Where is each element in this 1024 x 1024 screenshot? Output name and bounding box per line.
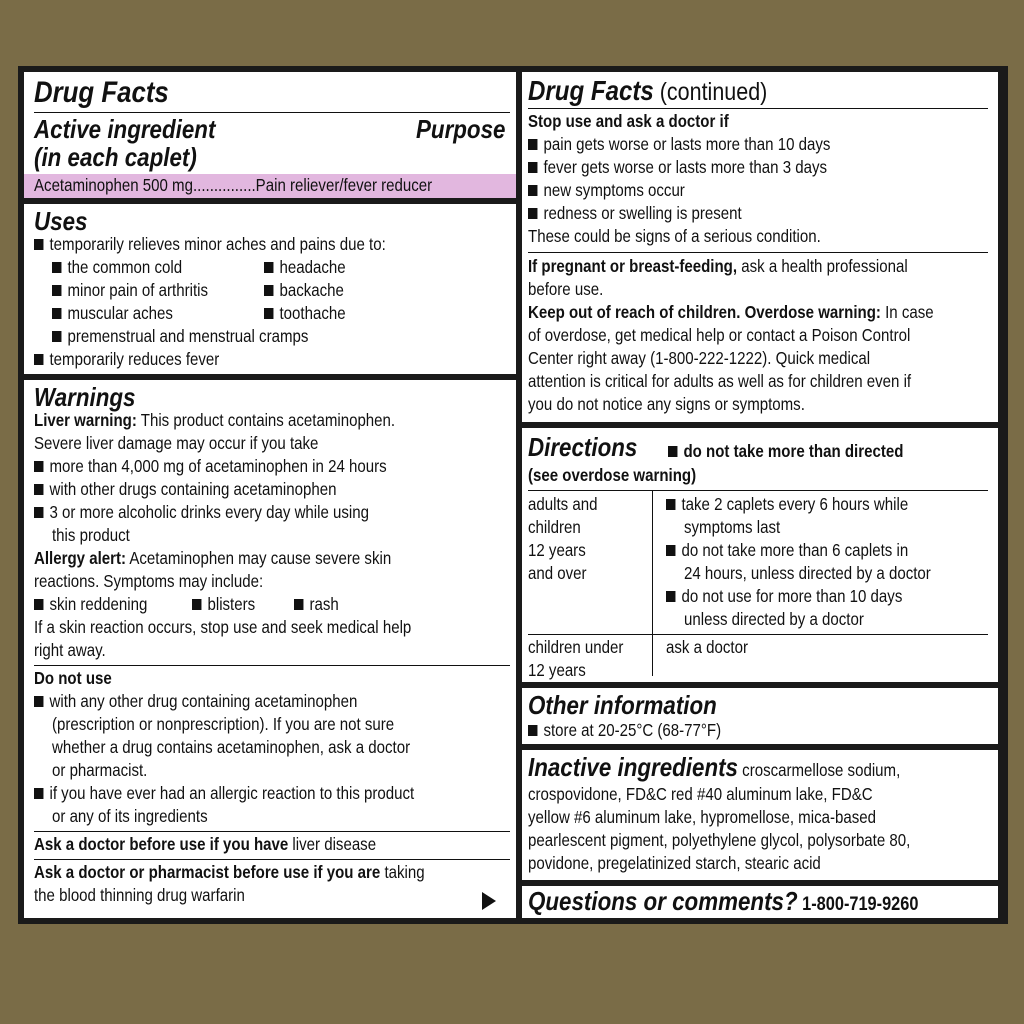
- continue-arrow-icon: [482, 892, 496, 910]
- do-not-use-line: if you have ever had an allergic reaction to this product: [49, 783, 415, 803]
- dosage-instruction: 24 hours, unless directed by a doctor: [684, 563, 931, 583]
- stop-use-item: new symptoms occur: [543, 180, 685, 200]
- overdose-line: you do not notice any signs or symptoms.: [528, 394, 805, 414]
- reaction-line: If a skin reaction occurs, stop use and seek medical help: [34, 617, 412, 637]
- warning-item: 3 or more alcoholic drinks every day while using: [49, 502, 370, 522]
- pregnant-line2: before use.: [528, 279, 604, 299]
- continued-section: [522, 72, 998, 422]
- age-group-label: 12 years: [528, 660, 586, 680]
- questions-section: [522, 886, 998, 918]
- active-ingredient-section: [24, 72, 516, 198]
- questions-phone: 1-800-719-9260: [797, 894, 919, 915]
- age-group-label: adults and: [528, 494, 598, 514]
- drug-facts-panel: [18, 66, 1008, 924]
- symptom-item: blisters: [207, 594, 256, 614]
- do-not-use-line: with any other drug containing acetaminophen: [49, 691, 358, 711]
- age-group-label: and over: [528, 563, 587, 583]
- use-item: temporarily reduces fever: [49, 349, 220, 369]
- ask-pharmacist-text: taking: [380, 862, 425, 882]
- inactive-ingredients-line: crospovidone, FD&C red #40 aluminum lake, FD&C: [528, 784, 873, 804]
- bullet-icon: [668, 446, 677, 457]
- dosage-instruction: symptoms last: [684, 517, 781, 537]
- use-item: minor pain of arthritis: [67, 280, 209, 300]
- inactive-ingredients-title: Inactive ingredients: [528, 752, 739, 782]
- bullet-icon: [294, 599, 303, 610]
- bullet-icon: [264, 262, 273, 273]
- allergy-alert-label: Allergy alert:: [34, 548, 127, 568]
- warning-item-continued: this product: [52, 525, 130, 545]
- bullet-icon: [34, 239, 43, 250]
- uses-title: Uses: [34, 206, 88, 236]
- bullet-icon: [34, 507, 43, 518]
- dosage-instruction: ask a doctor: [666, 637, 748, 657]
- bullet-icon: [34, 484, 43, 495]
- overdose-line: attention is critical for adults as well as for children even if: [528, 371, 912, 391]
- bullet-icon: [52, 285, 61, 296]
- bullet-icon: [528, 725, 537, 736]
- age-group-label: children under: [528, 637, 624, 657]
- bullet-icon: [666, 499, 675, 510]
- continued-title: Drug Facts: [528, 75, 654, 106]
- do-not-use-line: or pharmacist.: [52, 760, 148, 780]
- bullet-icon: [52, 308, 61, 319]
- keep-out-text: In case: [880, 302, 934, 322]
- symptom-item: skin reddening: [49, 594, 148, 614]
- questions-title: Questions or comments?: [528, 886, 798, 916]
- active-ingredient-subheading: (in each caplet): [34, 142, 197, 172]
- do-not-use-line: or any of its ingredients: [52, 806, 208, 826]
- use-item: toothache: [279, 303, 346, 323]
- bullet-icon: [52, 262, 61, 273]
- ask-doctor-label: Ask a doctor before use if you have: [34, 834, 289, 854]
- bullet-icon: [34, 696, 43, 707]
- bullet-icon: [528, 162, 537, 173]
- dosage-instruction: do not take more than 6 caplets in: [681, 540, 909, 560]
- dosage-instruction: take 2 caplets every 6 hours while: [681, 494, 909, 514]
- warning-item: with other drugs containing acetaminophen: [49, 479, 337, 499]
- directions-section: [522, 428, 998, 682]
- ask-pharmacist-line2: the blood thinning drug warfarin: [34, 885, 245, 905]
- uses-section: [24, 204, 516, 374]
- overdose-line: of overdose, get medical help or contact a Poison Control: [528, 325, 911, 345]
- dosage-instruction: unless directed by a doctor: [684, 609, 864, 629]
- storage-info: store at 20-25°C (68-77°F): [543, 720, 722, 740]
- inactive-ingredients-section: [522, 750, 998, 880]
- ingredient-line: Acetaminophen 500 mg...............Pain reliever/fever reducer: [34, 175, 433, 195]
- use-item: muscular aches: [67, 303, 173, 323]
- bullet-icon: [528, 139, 537, 150]
- bullet-icon: [34, 599, 43, 610]
- directions-column-divider: [652, 490, 653, 676]
- uses-intro: temporarily relieves minor aches and pains due to:: [49, 234, 386, 254]
- bullet-icon: [666, 545, 675, 556]
- directions-note: do not take more than directed: [683, 441, 904, 461]
- age-group-label: children: [528, 517, 581, 537]
- directions-title: Directions: [528, 432, 638, 462]
- active-ingredient-heading: Active ingredient: [34, 114, 216, 144]
- do-not-use-line: whether a drug contains acetaminophen, ask a doctor: [52, 737, 411, 757]
- purpose-heading: Purpose: [416, 114, 506, 144]
- other-information-section: [522, 688, 998, 744]
- ask-doctor-text: liver disease: [288, 834, 377, 854]
- bullet-icon: [528, 208, 537, 219]
- pregnant-label: If pregnant or breast-feeding,: [528, 256, 738, 276]
- do-not-use-line: (prescription or nonprescription). If you are not sure: [52, 714, 395, 734]
- allergy-alert-text: Acetaminophen may cause severe skin: [126, 548, 392, 568]
- warning-item: more than 4,000 mg of acetaminophen in 24 hours: [49, 456, 387, 476]
- bullet-icon: [666, 591, 675, 602]
- stop-use-item: pain gets worse or lasts more than 10 days: [543, 134, 831, 154]
- use-item: premenstrual and menstrual cramps: [67, 326, 309, 346]
- inactive-ingredients-line: yellow #6 aluminum lake, hypromellose, mica-based: [528, 807, 876, 827]
- stop-use-title: Stop use and ask a doctor if: [528, 111, 729, 131]
- symptom-item: rash: [309, 594, 339, 614]
- allergy-alert-line2: reactions. Symptoms may include:: [34, 571, 264, 591]
- inactive-ingredients-line: pearlescent pigment, polyethylene glycol, polysorbate 80,: [528, 830, 911, 850]
- inactive-ingredients-line: croscarmellose sodium,: [738, 760, 901, 780]
- stop-use-item: redness or swelling is present: [543, 203, 742, 223]
- directions-note-line2: (see overdose warning): [528, 465, 697, 485]
- reaction-line: right away.: [34, 640, 106, 660]
- bullet-icon: [264, 308, 273, 319]
- age-group-label: 12 years: [528, 540, 586, 560]
- do-not-use-title: Do not use: [34, 668, 112, 688]
- bullet-icon: [52, 331, 61, 342]
- bullet-icon: [264, 285, 273, 296]
- warnings-section: [24, 380, 516, 918]
- bullet-icon: [528, 185, 537, 196]
- liver-warning-text: This product contains acetaminophen.: [136, 410, 396, 430]
- drug-facts-title: Drug Facts: [34, 76, 169, 109]
- use-item: the common cold: [67, 257, 183, 277]
- use-item: backache: [279, 280, 344, 300]
- bullet-icon: [192, 599, 201, 610]
- dosage-instruction: do not use for more than 10 days: [681, 586, 903, 606]
- ask-pharmacist-label: Ask a doctor or pharmacist before use if you are: [34, 862, 381, 882]
- bullet-icon: [34, 354, 43, 365]
- continued-label: (continued): [653, 78, 768, 106]
- other-information-title: Other information: [528, 690, 717, 720]
- bullet-icon: [34, 461, 43, 472]
- liver-warning-line2: Severe liver damage may occur if you take: [34, 433, 319, 453]
- stop-use-item: fever gets worse or lasts more than 3 days: [543, 157, 828, 177]
- inactive-ingredients-line: povidone, pregelatinized starch, stearic acid: [528, 853, 821, 873]
- bullet-icon: [34, 788, 43, 799]
- overdose-line: Center right away (1-800-222-1222). Quick medical: [528, 348, 871, 368]
- liver-warning-label: Liver warning:: [34, 410, 137, 430]
- keep-out-label: Keep out of reach of children. Overdose warning:: [528, 302, 881, 322]
- use-item: headache: [279, 257, 346, 277]
- pregnant-text: ask a health professional: [737, 256, 908, 276]
- warnings-title: Warnings: [34, 382, 136, 412]
- stop-use-note: These could be signs of a serious condition.: [528, 226, 821, 246]
